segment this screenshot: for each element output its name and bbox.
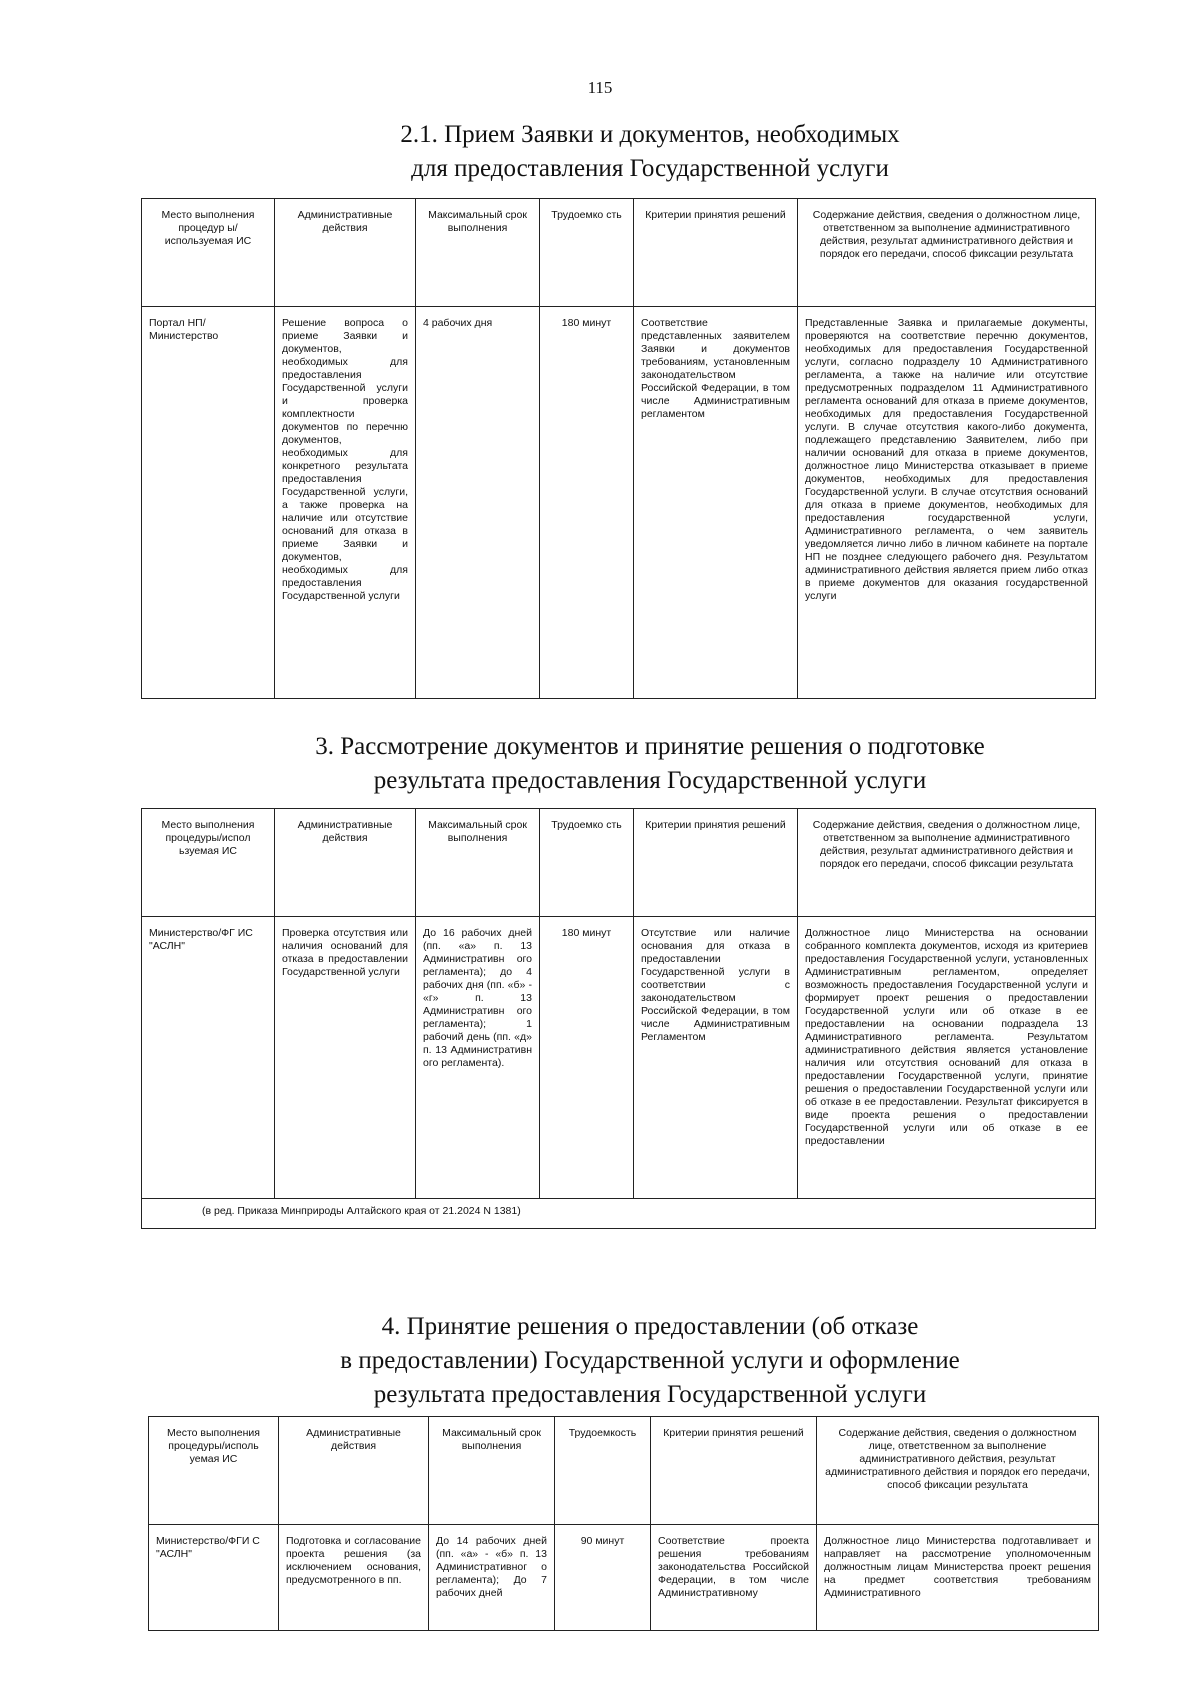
col-header-actions: Административные действия — [275, 809, 416, 917]
cell-actions: Решение вопроса о приеме Заявки и документов, необходимых для предоставления Государственной услуги и проверка комплектности документов по перечню документов, необходимых для конкретного результата предоставления Государственной услуги, а также проверка на наличие или отсутствие оснований для отказа в приеме Заявки и документов, необходимых для предоставления Государственной услуги — [275, 307, 416, 699]
section-title-line: результата предоставления Государственной услуги — [373, 1381, 927, 1408]
col-header-place: Место выполнения процедур ы/используемая ИС — [142, 199, 275, 307]
table-header-row — [142, 199, 1096, 307]
col-header-criteria: Критерии принятия решений — [634, 809, 798, 917]
cell-place: Портал НП/Министерство — [142, 307, 275, 699]
cell-place: Министерство/ФГИ С "АСЛН" — [149, 1525, 279, 1631]
col-header-max-term: Максимальный срок выполнения — [416, 199, 540, 307]
table-note-row — [142, 1199, 1096, 1229]
section-title-2-1 — [330, 118, 970, 186]
col-header-content: Содержание действия, сведения о должностном лице, ответственном за выполнение административного действия, результат административного действия и порядок его передачи, способ фиксации результата — [798, 809, 1096, 917]
col-header-effort: Трудоемкость — [555, 1417, 651, 1525]
cell-content: Должностное лицо Министерства подготавливает и направляет на рассмотрение уполномоченным должностным лицам Министерства проект решения на предмет соответствия требованиям Административного — [817, 1525, 1099, 1631]
table-row — [142, 917, 1096, 1199]
table-review — [141, 808, 1096, 1229]
section-title-line: 4. Принятие решения о предоставлении (об отказе — [381, 1313, 919, 1340]
table-row — [142, 307, 1096, 699]
col-header-content: Содержание действия, сведения о должностном лице, ответственном за выполнение административного действия, результат административного действия и порядок его передачи, способ фиксации результата — [817, 1417, 1099, 1525]
table-header-row — [142, 809, 1096, 917]
col-header-criteria: Критерии принятия решений — [651, 1417, 817, 1525]
table-row — [149, 1525, 1099, 1631]
col-header-content: Содержание действия, сведения о должностном лице, ответственном за выполнение административного действия, результат административного действия и порядок его передачи, способ фиксации результата — [798, 199, 1096, 307]
cell-place: Министерство/ФГ ИС "АСЛН" — [142, 917, 275, 1199]
cell-actions: Проверка отсутствия или наличия оснований для отказа в предоставлении Государственной услуги — [275, 917, 416, 1199]
table-decision — [148, 1416, 1099, 1631]
page-number: 115 — [587, 78, 613, 97]
col-header-place: Место выполнения процедуры/испол ьзуемая ИС — [142, 809, 275, 917]
section-title-line: результата предоставления Государственной услуги — [373, 767, 927, 794]
section-title-4 — [260, 1310, 1040, 1412]
cell-actions: Подготовка и согласование проекта решения (за исключением основания, предусмотренного в пп. — [279, 1525, 429, 1631]
table-reception — [141, 198, 1096, 699]
col-header-max-term: Максимальный срок выполнения — [429, 1417, 555, 1525]
col-header-max-term: Максимальный срок выполнения — [416, 809, 540, 917]
amendment-note: (в ред. Приказа Минприроды Алтайского края от 21.2024 N 1381) — [142, 1199, 1096, 1229]
cell-effort: 180 минут — [540, 307, 634, 699]
col-header-effort: Трудоемко сть — [540, 199, 634, 307]
table-header-row — [149, 1417, 1099, 1525]
cell-max-term: 4 рабочих дня — [416, 307, 540, 699]
cell-max-term: До 14 рабочих дней (пп. «а» - «б» п. 13 Административног о регламента); До 7 рабочих дней — [429, 1525, 555, 1631]
section-title-line: для предоставления Государственной услуги — [411, 155, 889, 182]
section-title-3 — [230, 730, 1070, 798]
cell-effort: 90 минут — [555, 1525, 651, 1631]
cell-criteria: Отсутствие или наличие основания для отказа в предоставлении Государственной услуги в соответствии с законодательством Российской Федерации, в том числе Административным Регламентом — [634, 917, 798, 1199]
cell-content: Должностное лицо Министерства на основании собранного комплекта документов, исходя из критериев предоставления Государственной услуги, установленных Административным регламентом, определяет возможность предоставления Государственной услуги и формирует проект решения о предоставлении Государственной услуги или об отказе в ее предоставлении на основании подраздела 13 Административного регламента. Результатом административного действия является установление наличия или отсутствия оснований для отказа в предоставлении Государственной услуги, принятие решения о предоставлении Государственной услуги или об отказе в ее предоставлении. Результат фиксируется в виде проекта решения о предоставлении Государственной услуги или об отказе в ее предоставлении — [798, 917, 1096, 1199]
section-title-line: в предоставлении) Государственной услуги и оформление — [340, 1347, 960, 1374]
section-title-line: 2.1. Прием Заявки и документов, необходимых — [400, 121, 900, 148]
col-header-place: Место выполнения процедуры/исполь уемая ИС — [149, 1417, 279, 1525]
section-title-line: 3. Рассмотрение документов и принятие решения о подготовке — [315, 733, 985, 760]
col-header-actions: Административные действия — [279, 1417, 429, 1525]
cell-criteria: Соответствие проекта решения требованиям законодательства Российской Федерации, в том числе Административному — [651, 1525, 817, 1631]
col-header-criteria: Критерии принятия решений — [634, 199, 798, 307]
col-header-effort: Трудоемко сть — [540, 809, 634, 917]
col-header-actions: Административные действия — [275, 199, 416, 307]
cell-max-term: До 16 рабочих дней (пп. «а» п. 13 Административн ого регламента); до 4 рабочих дня (пп. «б» - «г» п. 13 Административн ого регламента); 1 рабочий день (пп. «д» п. 13 Административн ого регламента). — [416, 917, 540, 1199]
cell-criteria: Соответствие представленных заявителем Заявки и документов требованиям, установленным законодательством Российской Федерации, в том числе Административным регламентом — [634, 307, 798, 699]
cell-content: Представленные Заявка и прилагаемые документы, проверяются на соответствие перечню документов, необходимых для предоставления Государственной услуги, согласно подразделу 10 Административного регламента, а также на наличие или отсутствие предусмотренных подразделом 11 Административного регламента оснований для отказа в приеме документов, необходимых для предоставления Государственной услуги. В случае отсутствия какого-либо документа, подлежащего представлению Заявителем, либо при наличии оснований для отказа в приеме документов, должностное лицо Министерства отказывает в приеме документов, необходимых для предоставления Государственной услуги. В случае отсутствия оснований для отказа в приеме документов, необходимых для предоставления государственной услуги, Административного регламента, о чем заявитель уведомляется лично либо в личном кабинете на портале НП не позднее следующего рабочего дня. Результатом административного действия является прием либо отказ в приеме документов для оказания государственной услуги — [798, 307, 1096, 699]
cell-effort: 180 минут — [540, 917, 634, 1199]
